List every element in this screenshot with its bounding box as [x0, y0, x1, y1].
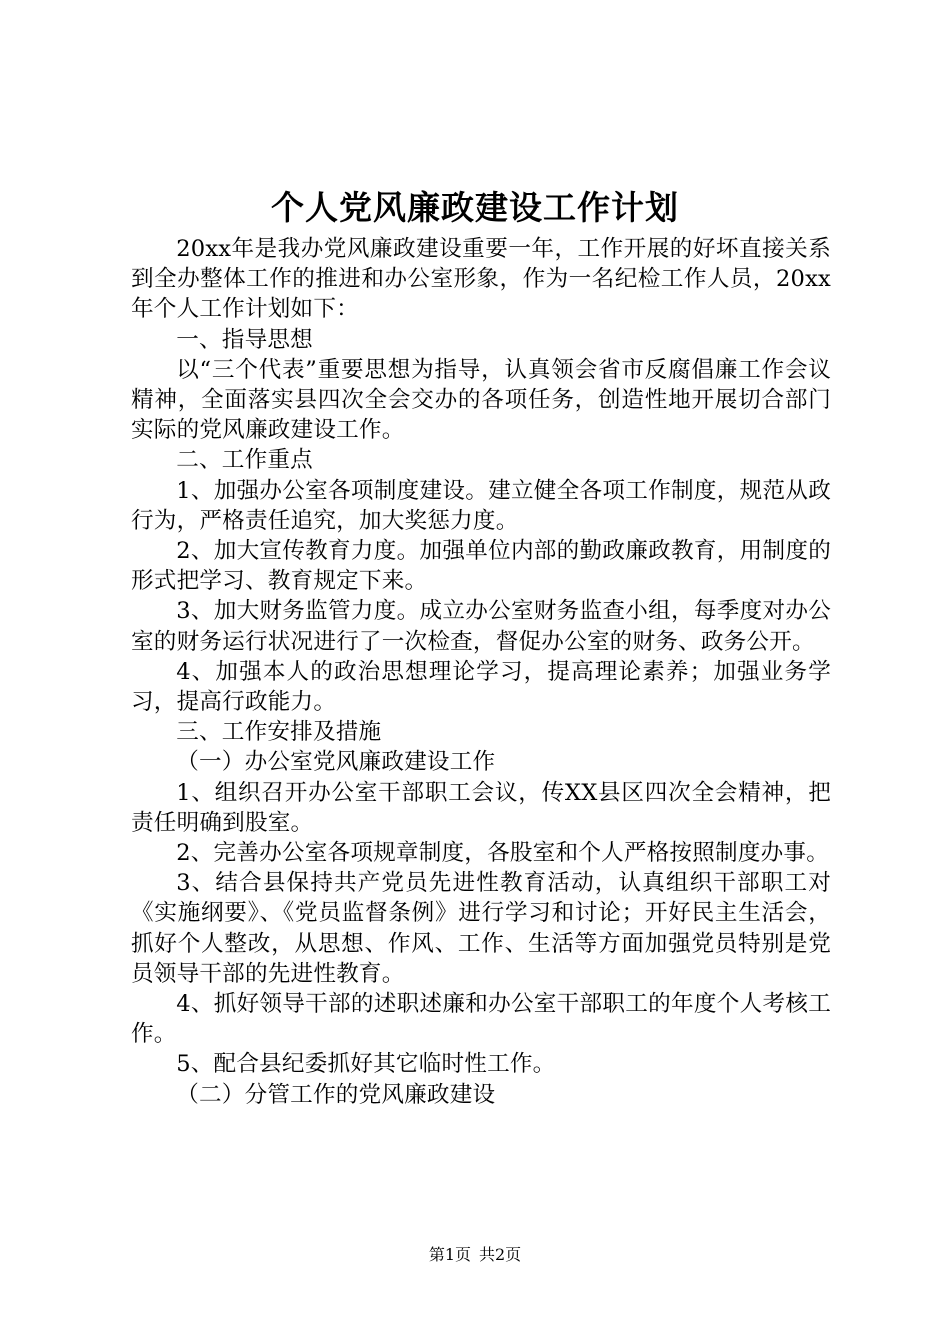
paragraph-arrangement-5: 5、配合县纪委抓好其它临时性工作。	[176, 1051, 556, 1078]
section-heading-work-focus: 二、工作重点	[176, 447, 313, 474]
section-heading-guiding-thought: 一、指导思想	[176, 326, 313, 353]
paragraph-guiding-thought: 以“三个代表”重要思想为指导，认真领会省市反腐倡廉工作会议精神，全面落实县四次全会交办的各项任务，创造性地开展切合部门实际的党风廉政建设工作。	[131, 356, 831, 444]
document-body	[131, 234, 831, 1110]
paragraph-focus-3: 3、加大财务监管力度。成立办公室财务监查小组，每季度对办公室的财务运行状况进行了一次检查，督促办公室的财务、政务公开。	[131, 598, 831, 655]
document-title: 个人党风廉政建设工作计划	[271, 188, 679, 227]
subsection-heading-managed-work: （二）分管工作的党风廉政建设	[176, 1081, 496, 1108]
intro-paragraph: 20xx年是我办党风廉政建设重要一年，工作开展的好坏直接关系到全办整体工作的推进和办公室形象，作为一名纪检工作人员，20xx年个人工作计划如下：	[131, 236, 831, 323]
section-heading-arrangements: 三、工作安排及措施	[176, 719, 382, 746]
paragraph-arrangement-1: 1、组织召开办公室干部职工会议，传XX县区四次全会精神，把责任明确到股室。	[131, 779, 831, 836]
subsection-heading-office: （一）办公室党风廉政建设工作	[176, 749, 496, 776]
paragraph-arrangement-4: 4、抓好领导干部的述职述廉和办公室干部职工的年度个人考核工作。	[131, 991, 831, 1048]
paragraph-focus-4: 4、加强本人的政治思想理论学习，提高理论素养；加强业务学习，提高行政能力。	[131, 658, 831, 716]
paragraph-focus-1: 1、加强办公室各项制度建设。建立健全各项工作制度，规范从政行为，严格责任追究，加大奖惩力度。	[131, 477, 831, 534]
paragraph-arrangement-2: 2、完善办公室各项规章制度，各股室和个人严格按照制度办事。	[176, 840, 829, 867]
paragraph-focus-2: 2、加大宣传教育力度。加强单位内部的勤政廉政教育，用制度的形式把学习、教育规定下来。	[131, 538, 831, 595]
page-footer	[0, 1244, 950, 1266]
page-number-current: 第1页	[428, 1245, 471, 1264]
page-number-total: 共2页	[479, 1245, 522, 1264]
paragraph-arrangement-3: 3、结合县保持共产党员先进性教育活动，认真组织干部职工对《实施纲要》、《党员监督条例》进行学习和讨论；开好民主生活会，抓好个人整改，从思想、作风、工作、生活等方面加强党员特别是党员领导干部的先进性教育。	[131, 870, 831, 987]
